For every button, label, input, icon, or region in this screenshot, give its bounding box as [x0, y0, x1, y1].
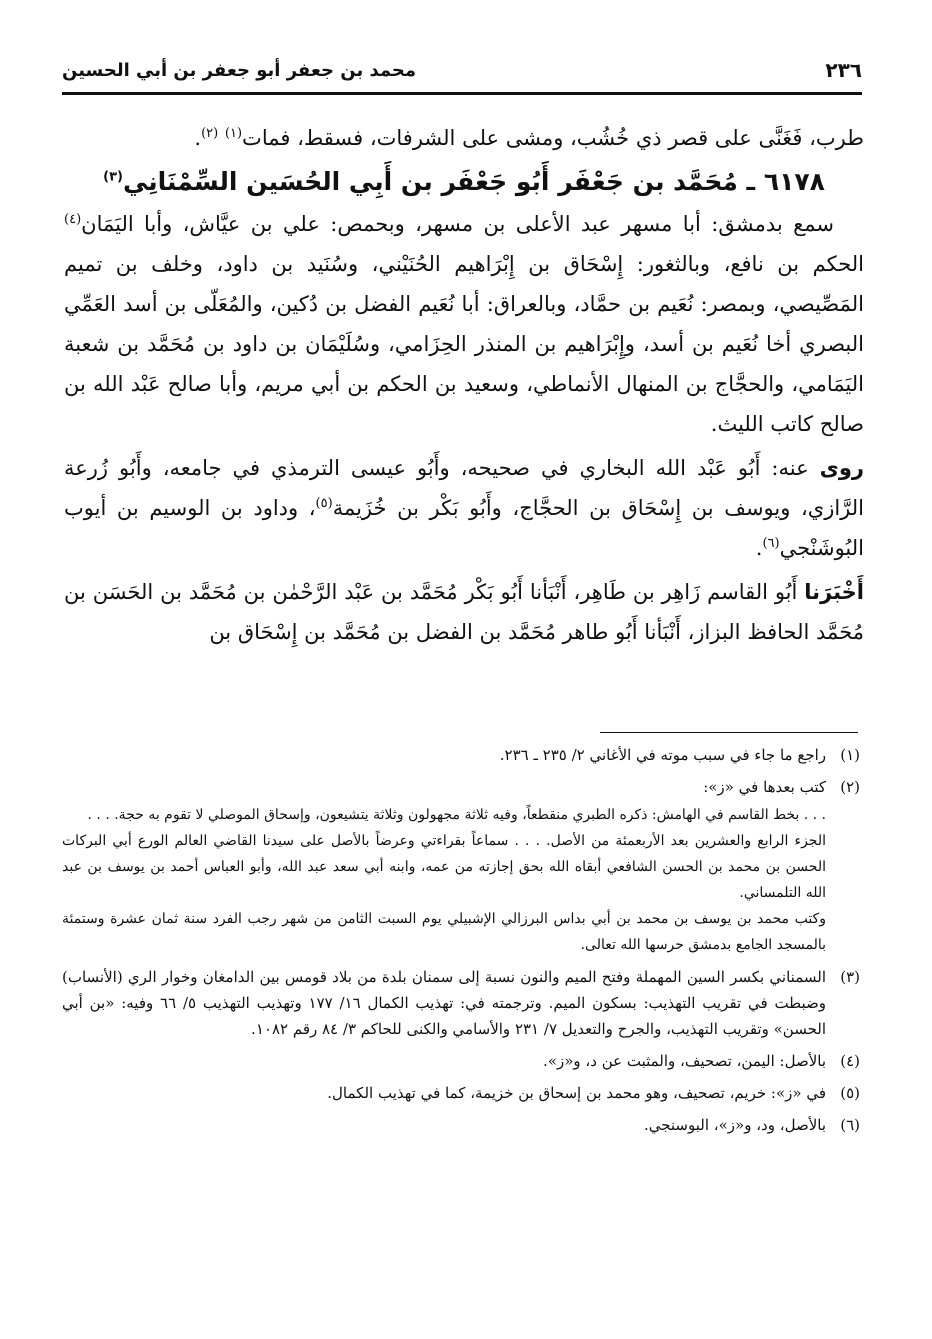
footnote-4 [62, 1048, 860, 1074]
quote-line: وكتب محمد بن يوسف بن محمد بن أبي بداس البرزالي الإشبيلي يوم السبت الثامن من شهر رجب الفرد سنة ثمان عشرة وستمئة بالمسجد الجامع بدمشق حرسها الله تعالى. [62, 911, 826, 953]
footnote-text: في «ز»: خريم، تصحيف، وهو محمد بن إسحاق بن خزيمة، كما في تهذيب الكمال. [327, 1084, 826, 1102]
isnad-text: أَبُو القاسم زَاهِر بن طَاهِر، أَنْبَأنا أَبُو بَكْر مُحَمَّد بن عَبْد الرَّحْمٰن بن مُحَمَّد بن الحَسَن بن مُحَمَّد الحافظ البزاز، أَنْبَأنا أَبُو طاهر مُحَمَّد بن الفضل بن مُحَمَّد بن إِسْحَاق بن [64, 580, 864, 644]
main-text [64, 118, 864, 652]
students-text-b: ، وداود بن الوسيم بن أيوب البُوشَنْجي [64, 496, 864, 560]
akhbarana-keyword: أَخْبَرَنا [804, 580, 864, 604]
intro-text: طرب، فَغَنَّى على قصر ذي خُشُب، ومشى على الشرفات، فسقط، فمات [242, 126, 864, 150]
running-title: محمد بن جعفر أبو جعفر بن أبي الحسين [62, 59, 417, 81]
footnote-quote [62, 802, 826, 958]
isnad-paragraph [64, 572, 864, 652]
footnote-number: (٥) [840, 1084, 860, 1102]
footnote-separator [600, 732, 858, 733]
footnote-number: (٢) [840, 778, 860, 796]
footnote-text: بالأصل، ود، و«ز»، البوسنجي. [643, 1116, 826, 1134]
teachers-text-b: الحكم بن نافع، وبالثغور: إِسْحَاق بن إِبْرَاهيم الحُنَيْني، وسُنَيد بن داود، وخلف بن تميم المَصِّيصي، وبمصر: نُعَيم بن حمَّاد، وبالعراق: أبا نُعَيم الفضل بن دُكين، والمُعَلّى بن أسد العَمِّي البصري أخا نُعَيم بن أسد، وإِبْرَاهيم بن المنذر الحِزَامي، وسُلَيْمَان بن داود بن مُحَمَّد بن شعبة اليَمَامي، والحجَّاج بن المنهال الأنماطي، وسعيد بن الحكم بن أبي مريم، وأبا صالح عَبْد الله بن صالح كاتب الليث. [64, 252, 864, 436]
footnote-number: (١) [840, 746, 860, 764]
footnote-ref-4[interactable]: (٤) [64, 212, 82, 227]
students-text-a: عنه: أَبُو عَبْد الله البخاري في صحيحه، وأَبُو عيسى الترمذي في جامعه، وأَبُو زُرعة الرَّازي، ويوسف بن إِسْحَاق بن الحجَّاج، وأَبُو بَكْر بن خُزَيمة [64, 456, 864, 520]
footnote-number: (٣) [840, 968, 860, 986]
header-rule [62, 92, 862, 95]
footnote-3 [62, 964, 860, 1042]
footnote-ref-6[interactable]: (٦) [762, 536, 780, 551]
footnote-number: (٦) [840, 1116, 860, 1134]
quote-line: . . . بخط القاسم في الهامش: ذكره الطبري منقطعاً، وفيه ثلاثة مجهولون وثلاثة يتشيعون، وإسحاق الموصلي لا تقوم به حجة. . . . [87, 807, 826, 823]
footnote-5 [62, 1080, 860, 1106]
page-number: ٢٣٦ [825, 58, 862, 82]
teachers-text-a: سمع بدمشق: أبا مسهر عبد الأعلى بن مسهر، وبحمص: علي بن عيَّاش، وأبا اليَمَان [81, 212, 834, 236]
rawa-keyword: روى [819, 456, 864, 480]
footnote-text: كتب بعدها في «ز»: [703, 778, 826, 796]
entry-heading-text: ٦١٧٨ ـ مُحَمَّد بن جَعْفَر أَبُو جَعْفَر بن أَبِي الحُسَين السِّمْنَانِي [122, 167, 825, 196]
footnote-ref-1[interactable]: (١) [224, 126, 243, 141]
footnote-ref-2[interactable]: (٢) [201, 126, 219, 141]
teachers-paragraph [64, 204, 864, 444]
footnote-text: راجع ما جاء في سبب موته في الأغاني ٢/ ٢٣٥ ـ ٢٣٦. [499, 746, 826, 764]
students-paragraph [64, 448, 864, 568]
entry-heading [64, 162, 864, 202]
footnote-text: بالأصل: اليمن، تصحيف، والمثبت عن د، و«ز». [543, 1052, 826, 1070]
page-header [62, 52, 862, 88]
intro-end: . [194, 126, 202, 150]
footnote-1 [62, 742, 860, 768]
quote-line: الجزء الرابع والعشرين بعد الأربعمئة من الأصل. . . . سماعاً بقراءتي وعرضاً بالأصل على سيدنا القاضي العالم الورع أبي البركات الحسن بن محمد بن الحسن الشافعي أبقاه الله بحق إجازته من عمه، وابنه أبي سعد عبد الله، وأبو العباس أحمد بن يوسف بن عبد الله التلمساني. [62, 833, 826, 901]
footnote-ref-5[interactable]: (٥) [315, 496, 333, 511]
footnote-text: السمناني بكسر السين المهملة وفتح الميم والنون نسبة إلى سمنان بلدة من بلاد قومس بين الدامغان وخوار الري (الأنساب) وضبطت في تقريب التهذيب: بسكون الميم. وترجمته في: تهذيب الكمال ١٦/ ١٧٧ وتهذيب التهذيب ٥/ ٦٦ وفيه: «بن أبي الحسن» وتقريب التهذيب، والجرح والتعديل ٧/ ٢٣١ والأسامي والكنى للحاكم ٣/ ٨٤ رقم ١٠٨٢. [62, 968, 826, 1038]
footnote-number: (٤) [840, 1052, 860, 1070]
footnote-2 [62, 774, 860, 958]
students-end: . [755, 536, 763, 560]
footnote-ref-3[interactable]: (٣) [103, 169, 123, 185]
footnotes [62, 742, 860, 1144]
intro-line [64, 118, 864, 158]
footnote-6 [62, 1112, 860, 1138]
